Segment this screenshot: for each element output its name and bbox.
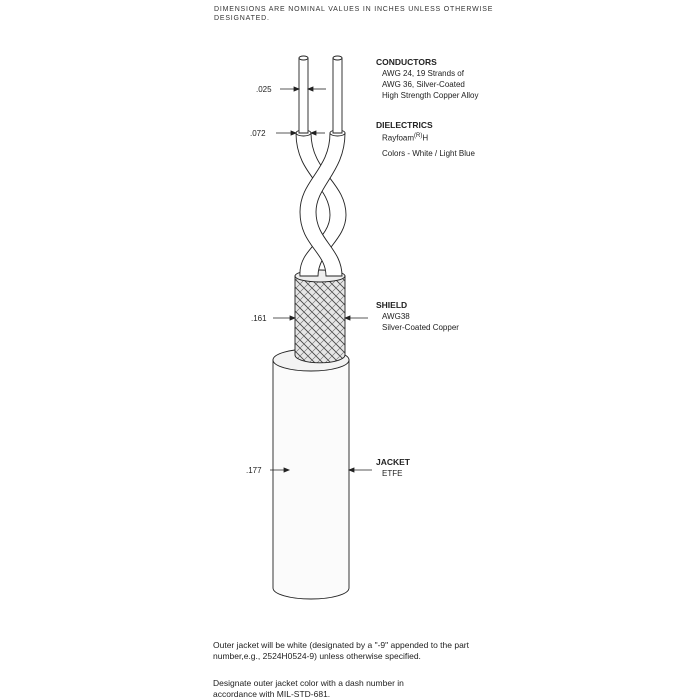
dielectric-pair	[296, 130, 346, 276]
jacket-segment	[273, 349, 349, 599]
dielectrics-callout	[376, 120, 475, 159]
dielectrics-colors: Colors - White / Light Blue	[382, 148, 475, 158]
note2-line2: accordance with MIL-STD-681.	[213, 689, 331, 699]
conductors-line3: High Strength Copper Alloy	[382, 91, 479, 100]
dimensions-note-line1: DIMENSIONS ARE NOMINAL VALUES IN INCHES UNLESS OTHERWISE	[214, 6, 494, 13]
shield-line2: Silver-Coated Copper	[382, 323, 459, 332]
shield-braid	[295, 270, 345, 363]
jacket-callout	[376, 457, 410, 479]
dielectrics-material	[376, 131, 475, 144]
dielectrics-title: DIELECTRICS	[376, 120, 433, 130]
shield-callout	[376, 300, 459, 333]
registered-mark: (R)	[414, 133, 423, 139]
conductors-callout	[376, 57, 479, 101]
note1-line1: Outer jacket will be white (designated by a "-9" appended to the part	[213, 640, 469, 650]
shield-diameter: .161	[251, 314, 267, 323]
jacket-diameter: .177	[246, 466, 262, 475]
dielectric-diameter: .072	[250, 129, 266, 138]
shield-line1: AWG38	[382, 312, 410, 321]
note1-line2: number,e.g., 2524H0524-9) unless otherwise specified.	[213, 651, 421, 661]
conductors-line2: AWG 36, Silver-Coated	[382, 80, 465, 89]
dielectrics-material-suffix: H	[422, 133, 429, 143]
conductors-title: CONDUCTORS	[376, 57, 437, 67]
note-dash-number	[213, 678, 533, 700]
conductors-line1: AWG 24, 19 Strands of	[382, 69, 464, 78]
jacket-line1: ETFE	[382, 469, 403, 478]
conductors-wires	[299, 56, 342, 133]
shield-title: SHIELD	[376, 300, 408, 310]
note2-line1: Designate outer jacket color with a dash number in	[213, 678, 404, 688]
dielectrics-material-base: Rayfoam	[382, 133, 415, 143]
jacket-title: JACKET	[376, 457, 411, 467]
dimensions-note-line2: DESIGNATED.	[214, 15, 270, 22]
note-jacket-color	[213, 640, 533, 662]
conductor-diameter: .025	[256, 85, 272, 94]
